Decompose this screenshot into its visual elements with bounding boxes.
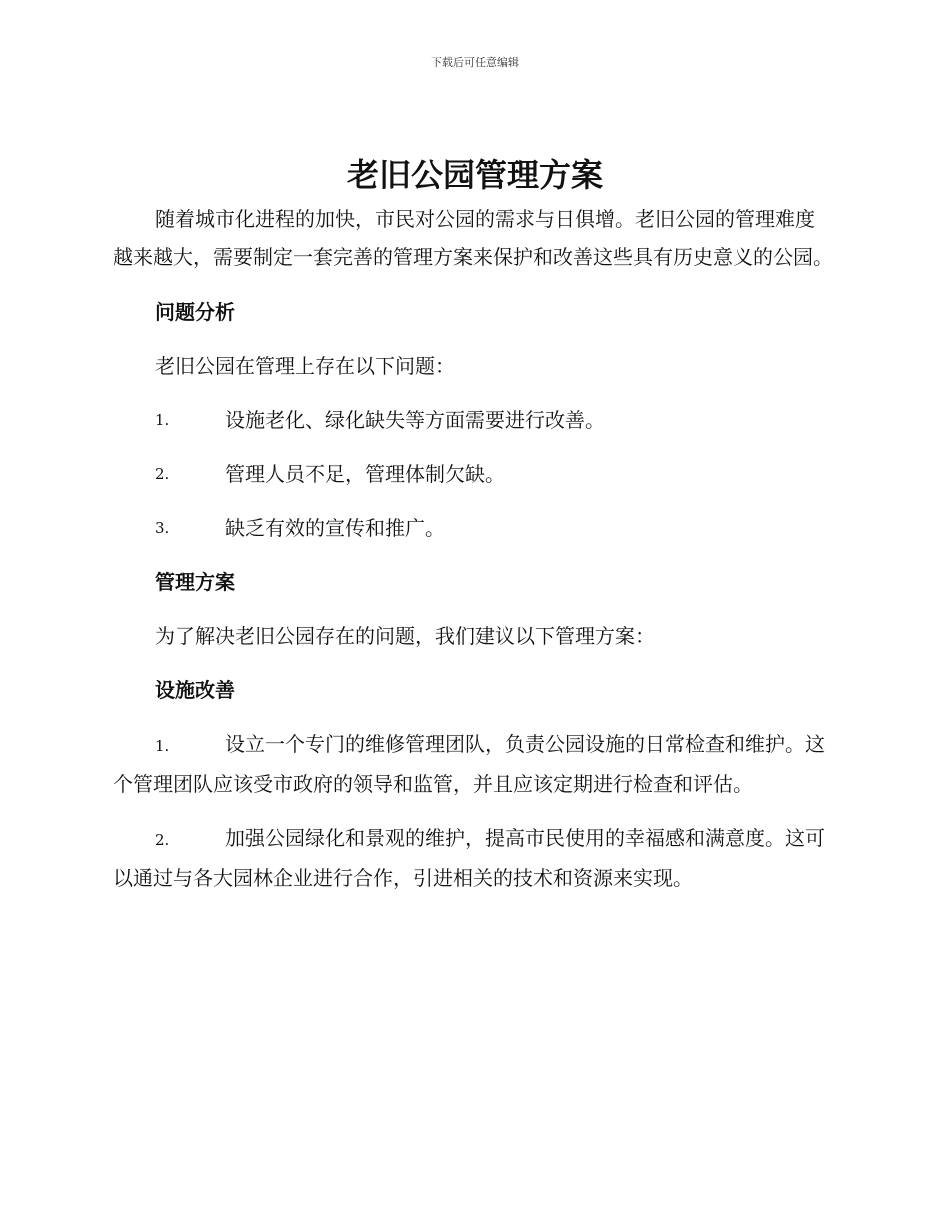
list-number: 1. [155,411,170,429]
section-heading-facility-improvement: 设施改善 [155,678,235,702]
list-item [113,455,833,493]
document-body [113,200,833,897]
list-text: 设施老化、绿化缺失等方面需要进行改善。 [225,408,605,432]
list-item [113,401,833,439]
list-item [113,725,833,803]
list-text: 设立一个专门的维修管理团队，负责公园设施的日常检查和维护。这个管理团队应该受市政府的领导和监管，并且应该定期进行检查和评估。 [113,732,825,796]
list-item [113,819,833,897]
page-header-note: 下载后可任意编辑 [431,56,519,69]
list-item [113,509,833,547]
list-number: 2. [155,831,170,849]
list-text: 加强公园绿化和景观的维护，提高市民使用的幸福感和满意度。这可以通过与各大园林企业进行合作，引进相关的技术和资源来实现。 [113,826,825,890]
problem-lead: 老旧公园在管理上存在以下问题： [155,354,455,378]
list-number: 2. [155,465,170,483]
list-text: 缺乏有效的宣传和推广。 [225,516,445,540]
document-title: 老旧公园管理方案 [346,156,603,194]
section-heading-problem-analysis: 问题分析 [155,300,235,324]
list-number: 3. [155,519,170,537]
intro-paragraph: 随着城市化进程的加快，市民对公园的需求与日俱增。老旧公园的管理难度越来越大，需要制定一套完善的管理方案来保护和改善这些具有历史意义的公园。 [113,207,833,269]
list-text: 管理人员不足，管理体制欠缺。 [225,462,505,486]
plan-lead: 为了解决老旧公园存在的问题，我们建议以下管理方案： [155,624,655,648]
section-heading-management-plan: 管理方案 [155,570,235,594]
list-number: 1. [155,737,170,755]
